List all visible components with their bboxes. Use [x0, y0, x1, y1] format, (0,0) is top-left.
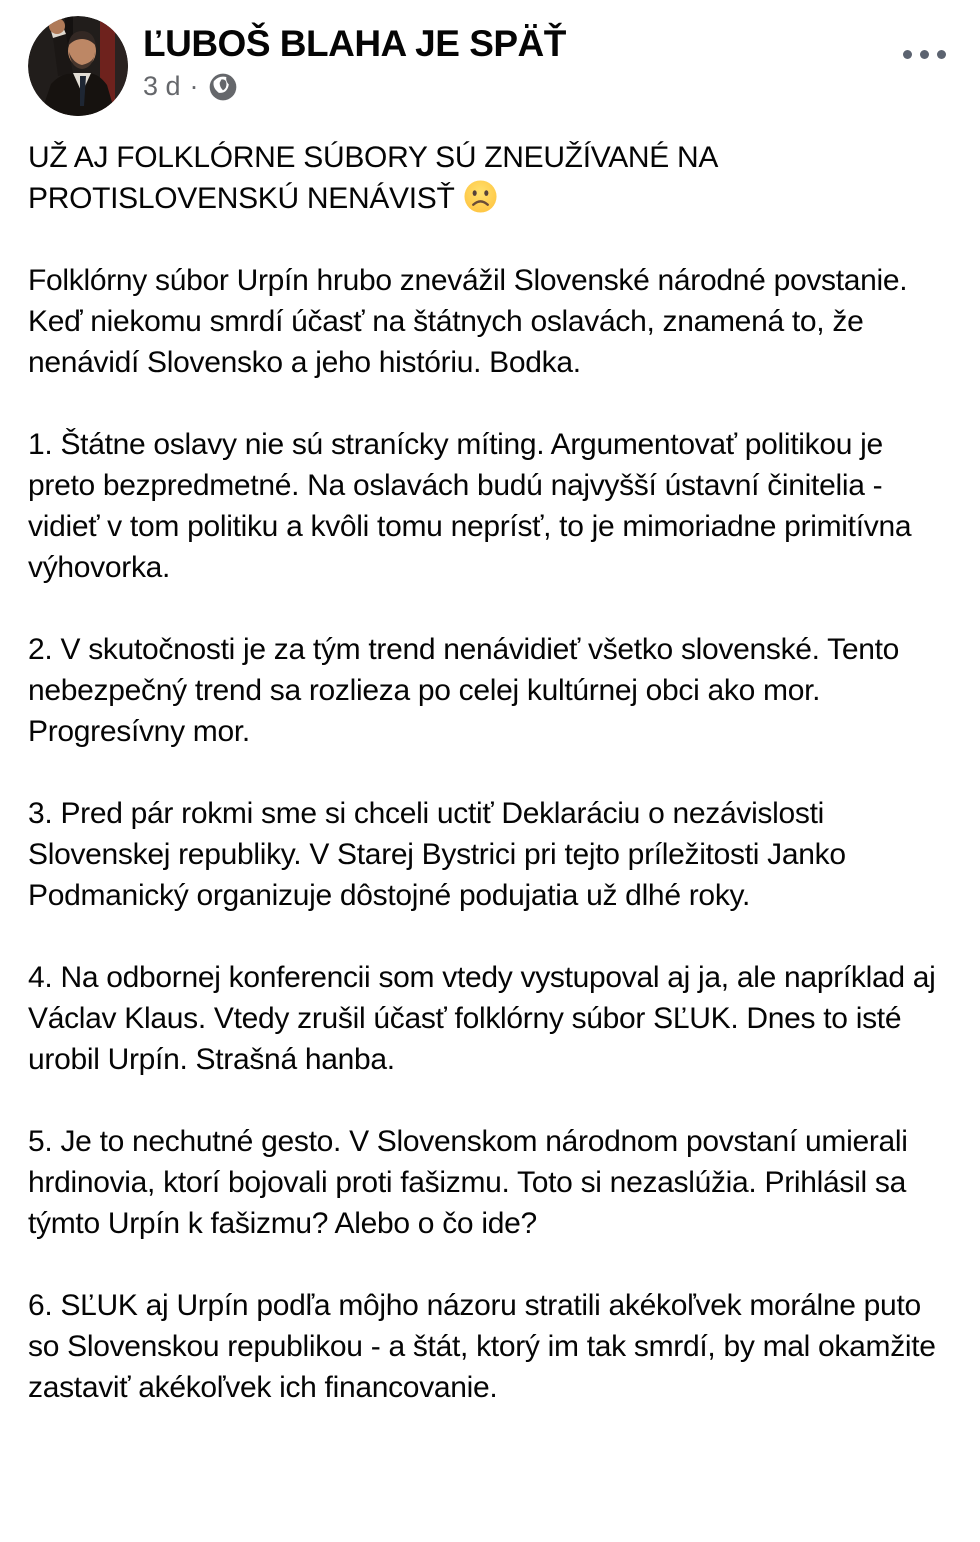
post-paragraph: 3. Pred pár rokmi sme si chceli uctiť Deklaráciu o nezávislosti Slovenskej republiky. V Starej Bystrici pri tejto príležitosti Janko Podmanický organizuje dôstojné podujatia už dlhé roky. — [28, 797, 846, 912]
post-paragraph: 4. Na odbornej konferencii som vtedy vystupoval aj ja, ale napríklad aj Václav Klaus. Vtedy zrušil účasť folklórny súbor SĽUK. Dnes to isté urobil Urpín. Strašná hanba. — [28, 961, 936, 1076]
page-name[interactable]: ĽUBOŠ BLAHA JE SPÄŤ — [143, 23, 566, 64]
meta-separator: · — [189, 71, 199, 102]
post-paragraph: 2. V skutočnosti je za tým trend nenávidieť všetko slovenské. Tento nebezpečný trend sa rozlieza po celej kultúrnej obci ako mor. Progresívny mor. — [28, 633, 900, 748]
headline-text: UŽ AJ FOLKLÓRNE SÚBORY SÚ ZNEUŽÍVANÉ NA PROTISLOVENSKÚ NENÁVISŤ — [28, 141, 717, 215]
post-paragraph: Folklórny súbor Urpín hrubo znevážil Slovenské národné povstanie. Keď niekomu smrdí účasť na štátnych oslavách, znamená to, že nenávidí Slovensko a jeho históriu. Bodka. — [28, 264, 908, 379]
post-paragraph: 5. Je to nechutné gesto. V Slovenskom národnom povstaní umierali hrdinovia, ktorí bojovali proti fašizmu. Toto si nezaslúžia. Prihlásil sa týmto Urpín k fašizmu? Alebo o čo ide? — [28, 1125, 908, 1240]
frowning-face-emoji — [463, 179, 498, 214]
menu-dot — [920, 50, 929, 59]
post-paragraph-headline — [28, 137, 952, 219]
globe-public-icon — [208, 72, 238, 102]
post-body — [28, 137, 952, 1408]
post-paragraph: 6. SĽUK aj Urpín podľa môjho názoru stratili akékoľvek morálne puto so Slovenskou republikou - a štát, ktorý im tak smrdí, by mal okamžite zastaviť akékoľvek ich financovanie. — [28, 1289, 936, 1404]
post-header — [28, 16, 952, 116]
post-timestamp[interactable]: 3 d — [143, 71, 181, 102]
post-options-button[interactable] — [899, 40, 950, 69]
post-paragraph: 1. Štátne oslavy nie sú stranícky míting. Argumentovať politikou je preto bezpredmetné. Na oslavách budú najvyšší ústavní činitelia - vidieť v tom politiku a kvôli tomu neprísť, to je mimoriadne primitívna výhovorka. — [28, 428, 912, 584]
menu-dot — [903, 50, 912, 59]
page-avatar[interactable] — [28, 16, 128, 116]
avatar-photo — [28, 16, 128, 116]
header-text — [143, 16, 566, 102]
post-meta — [143, 72, 566, 102]
menu-dot — [937, 50, 946, 59]
